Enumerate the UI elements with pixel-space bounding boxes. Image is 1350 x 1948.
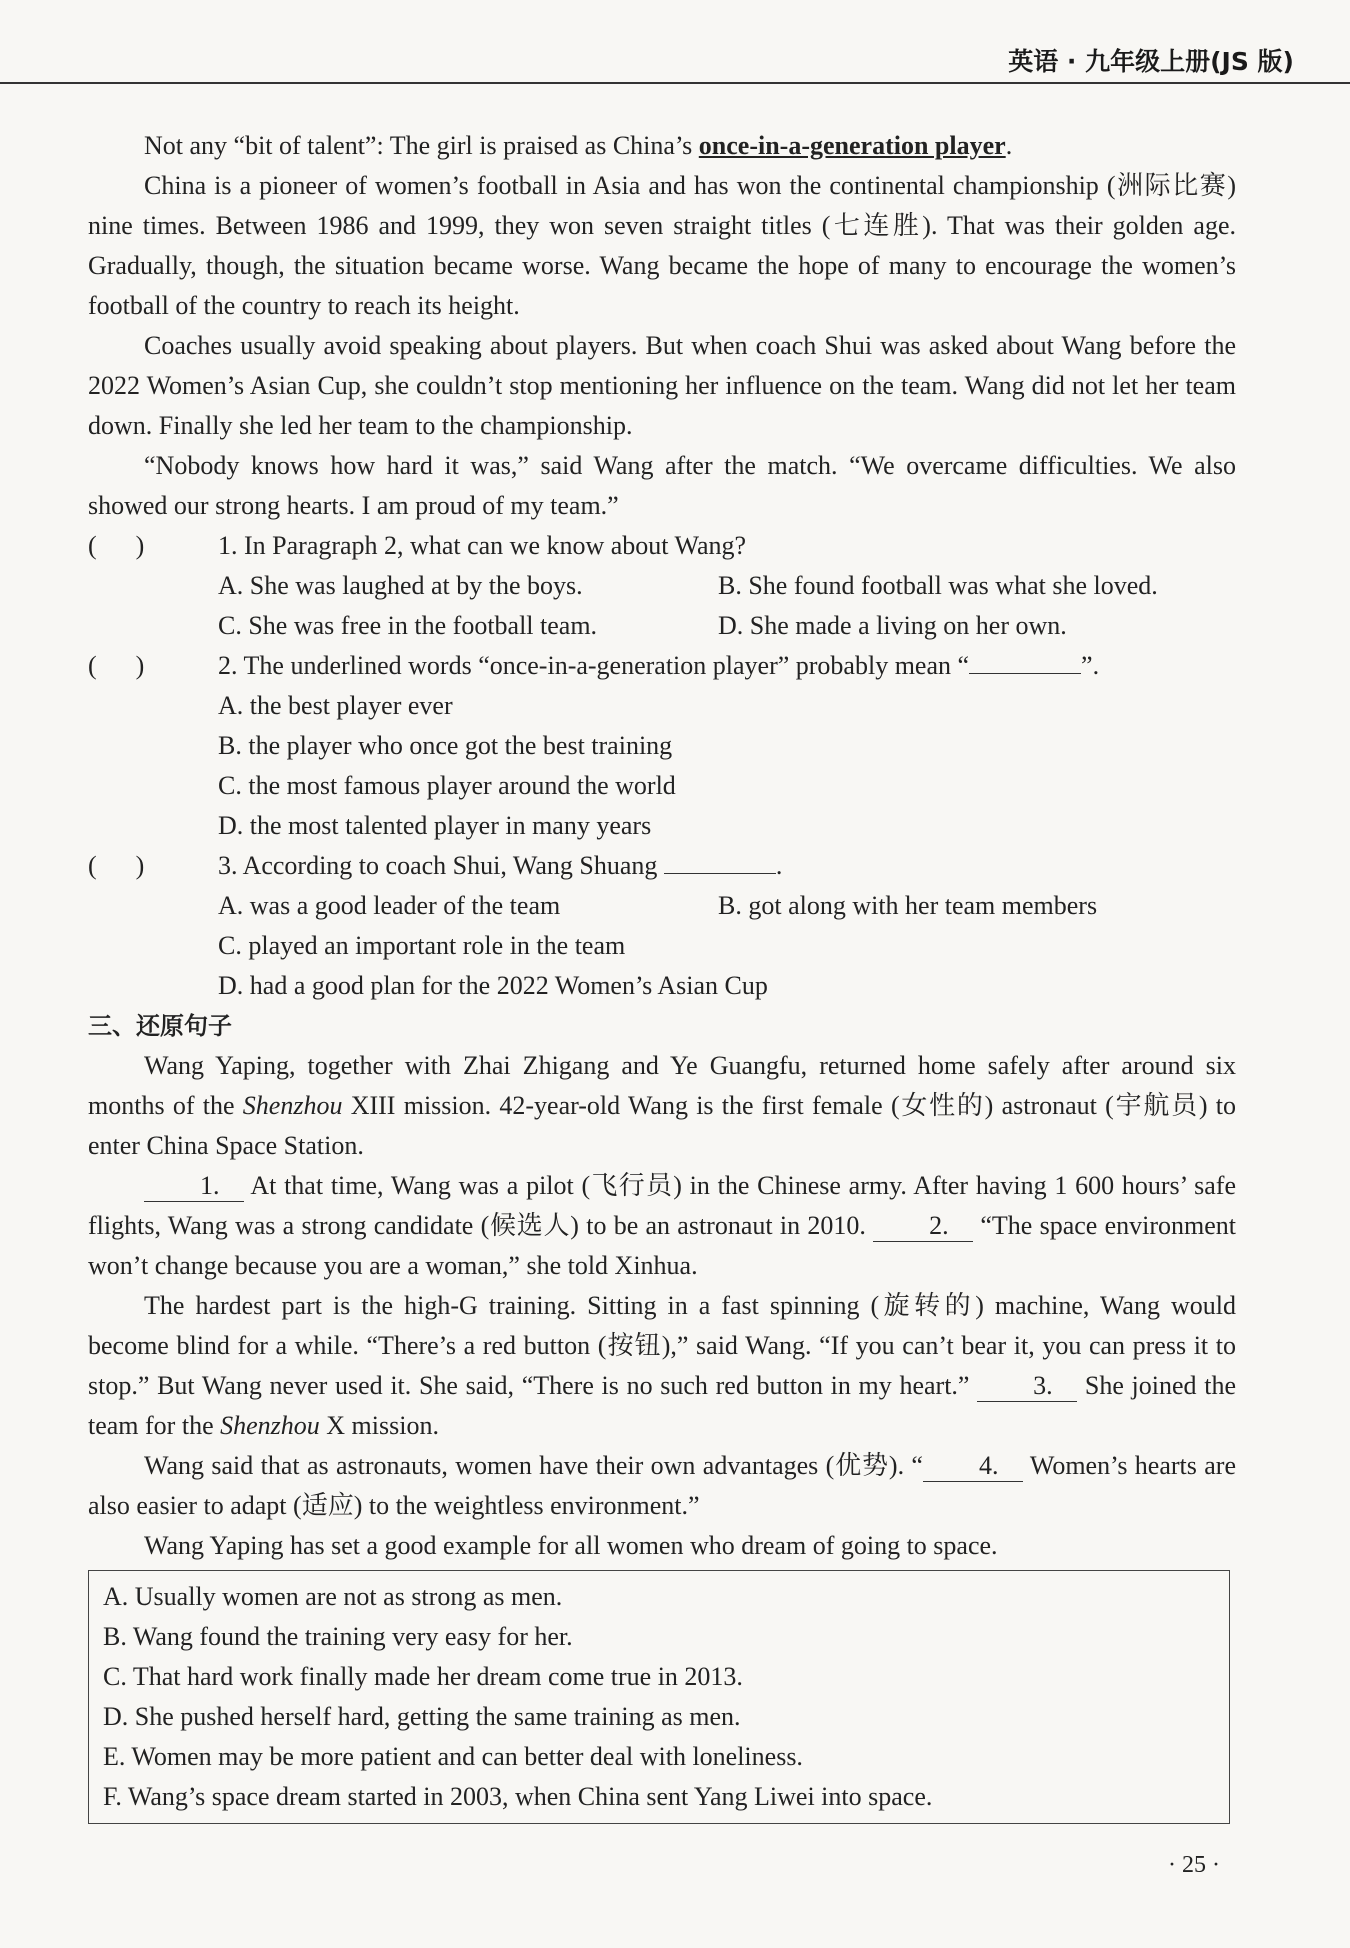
option-b: B. got along with her team members <box>718 891 1098 920</box>
text-span: ”. <box>1081 651 1100 680</box>
option-a: A. She was laughed at by the boys. <box>218 571 583 600</box>
answer-paren[interactable]: ( ) <box>88 651 145 680</box>
question-3-options <box>88 886 1236 1006</box>
box-option-d: D. She pushed herself hard, getting the same training as men. <box>103 1702 741 1731</box>
option-a: A. the best player ever <box>218 691 453 720</box>
option-b: B. the player who once got the best training <box>218 731 673 760</box>
section-title: 三、还原句子 <box>88 1012 232 1040</box>
box-option-b: B. Wang found the training very easy for her. <box>103 1622 573 1651</box>
answer-blank[interactable] <box>969 673 1081 674</box>
answer-paren[interactable]: ( ) <box>88 851 145 880</box>
text-span: At that time, Wang was a pilot (飞行员) in the Chinese army. After having 1 600 hours’ safe flights, Wang was a strong candidate (候选人) to be an astronaut in 2010. <box>88 1171 1236 1240</box>
box-option-c: C. That hard work finally made her dream come true in 2013. <box>103 1662 743 1691</box>
text-span: Wang Yaping, together with Zhai Zhigang and Ye Guangfu, returned home safely after around six months of the <box>88 1051 1236 1120</box>
page-number: · 25 · <box>1168 1852 1220 1878</box>
blank-1[interactable]: 1. <box>144 1171 244 1202</box>
question-3 <box>88 846 1236 886</box>
passage-paragraph-2: China is a pioneer of women’s football in Asia and has won the continental championship (洲际比赛) nine times. Between 1986 and 1999, they won seven straight titles (七连胜). That was their golden age. Gradually, though, the situation became worse. Wang became the hope of many to encourage the women’s football of the country to reach its height. <box>88 171 1236 320</box>
text-span: Not any “bit of talent”: The girl is praised as China’s <box>144 131 699 160</box>
text-span: 3. According to coach Shui, Wang Shuang <box>218 851 664 880</box>
page-header <box>0 42 1350 84</box>
italic-text: Shenzhou <box>220 1411 320 1440</box>
text-span: . <box>775 851 783 880</box>
italic-text: Shenzhou <box>242 1091 343 1120</box>
text-span: X mission. <box>319 1411 439 1440</box>
text-span: She joined the team for the <box>88 1371 1236 1440</box>
page-content <box>88 126 1236 1824</box>
option-c: C. She was free in the football team. <box>218 611 598 640</box>
passage-paragraph-1 <box>88 126 1236 166</box>
question-stem <box>218 646 1099 686</box>
question-1-options <box>88 566 1236 646</box>
section3-paragraph-4 <box>88 1446 1236 1526</box>
section3-paragraph-2 <box>88 1166 1236 1286</box>
text-span: The hardest part is the high-G training. Sitting in a fast spinning (旋转的) machine, Wang would become blind for a while. “There’s a red button (按钮),” said Wang. “If you can’t bear it, you can press it to stop.” But Wang never used it. She said, “There is no such red button in my heart.” <box>88 1291 1236 1400</box>
option-d: D. She made a living on her own. <box>718 611 1067 640</box>
options-box <box>88 1570 1230 1824</box>
section3-paragraph-3 <box>88 1286 1236 1446</box>
section3-paragraph-5: Wang Yaping has set a good example for all women who dream of going to space. <box>144 1531 998 1560</box>
text-span: . <box>1005 131 1013 160</box>
passage-paragraph-4: “Nobody knows how hard it was,” said Wang after the match. “We overcame difficulties. We also showed our strong hearts. I am proud of my team.” <box>88 451 1236 520</box>
option-b: B. She found football was what she loved. <box>718 571 1158 600</box>
question-2 <box>88 646 1236 686</box>
text-span: Wang said that as astronauts, women have their own advantages (优势). “ <box>144 1451 923 1480</box>
text-span: Women’s hearts are also easier to adapt (适应) to the weightless environment.” <box>88 1451 1236 1520</box>
question-stem: 1. In Paragraph 2, what can we know about Wang? <box>218 531 747 560</box>
underlined-phrase: once-in-a-generation player <box>698 131 1006 160</box>
question-1 <box>88 526 1236 566</box>
text-span: “The space environment won’t change because you are a woman,” she told Xinhua. <box>88 1211 1236 1280</box>
option-d: D. had a good plan for the 2022 Women’s Asian Cup <box>218 971 768 1000</box>
text-span: XIII mission. 42-year-old Wang is the first female (女性的) astronaut (宇航员) to enter China Space Station. <box>88 1091 1236 1160</box>
answer-blank[interactable] <box>664 873 776 874</box>
text-span: 2. The underlined words “once-in-a-generation player” probably mean “ <box>218 651 970 680</box>
blank-2[interactable]: 2. <box>873 1211 973 1242</box>
box-option-a: A. Usually women are not as strong as men. <box>103 1582 563 1611</box>
option-a: A. was a good leader of the team <box>218 891 561 920</box>
section3-paragraph-1 <box>88 1046 1236 1166</box>
option-c: C. the most famous player around the world <box>218 771 676 800</box>
header-rule <box>0 82 1350 84</box>
passage-paragraph-3: Coaches usually avoid speaking about players. But when coach Shui was asked about Wang before the 2022 Women’s Asian Cup, she couldn’t stop mentioning her influence on the team. Wang did not let her team down. Finally she led her team to the championship. <box>88 331 1236 440</box>
answer-paren[interactable]: ( ) <box>88 531 145 560</box>
header-title: 英语 · 九年级上册(JS 版) <box>1008 47 1294 76</box>
blank-4[interactable]: 4. <box>923 1451 1023 1482</box>
question-2-options <box>88 686 1236 846</box>
question-stem <box>218 846 782 886</box>
box-option-e: E. Women may be more patient and can better deal with loneliness. <box>103 1742 803 1771</box>
box-option-f: F. Wang’s space dream started in 2003, when China sent Yang Liwei into space. <box>103 1782 933 1811</box>
blank-3[interactable]: 3. <box>977 1371 1077 1402</box>
option-c: C. played an important role in the team <box>218 931 626 960</box>
option-d: D. the most talented player in many years <box>218 811 652 840</box>
